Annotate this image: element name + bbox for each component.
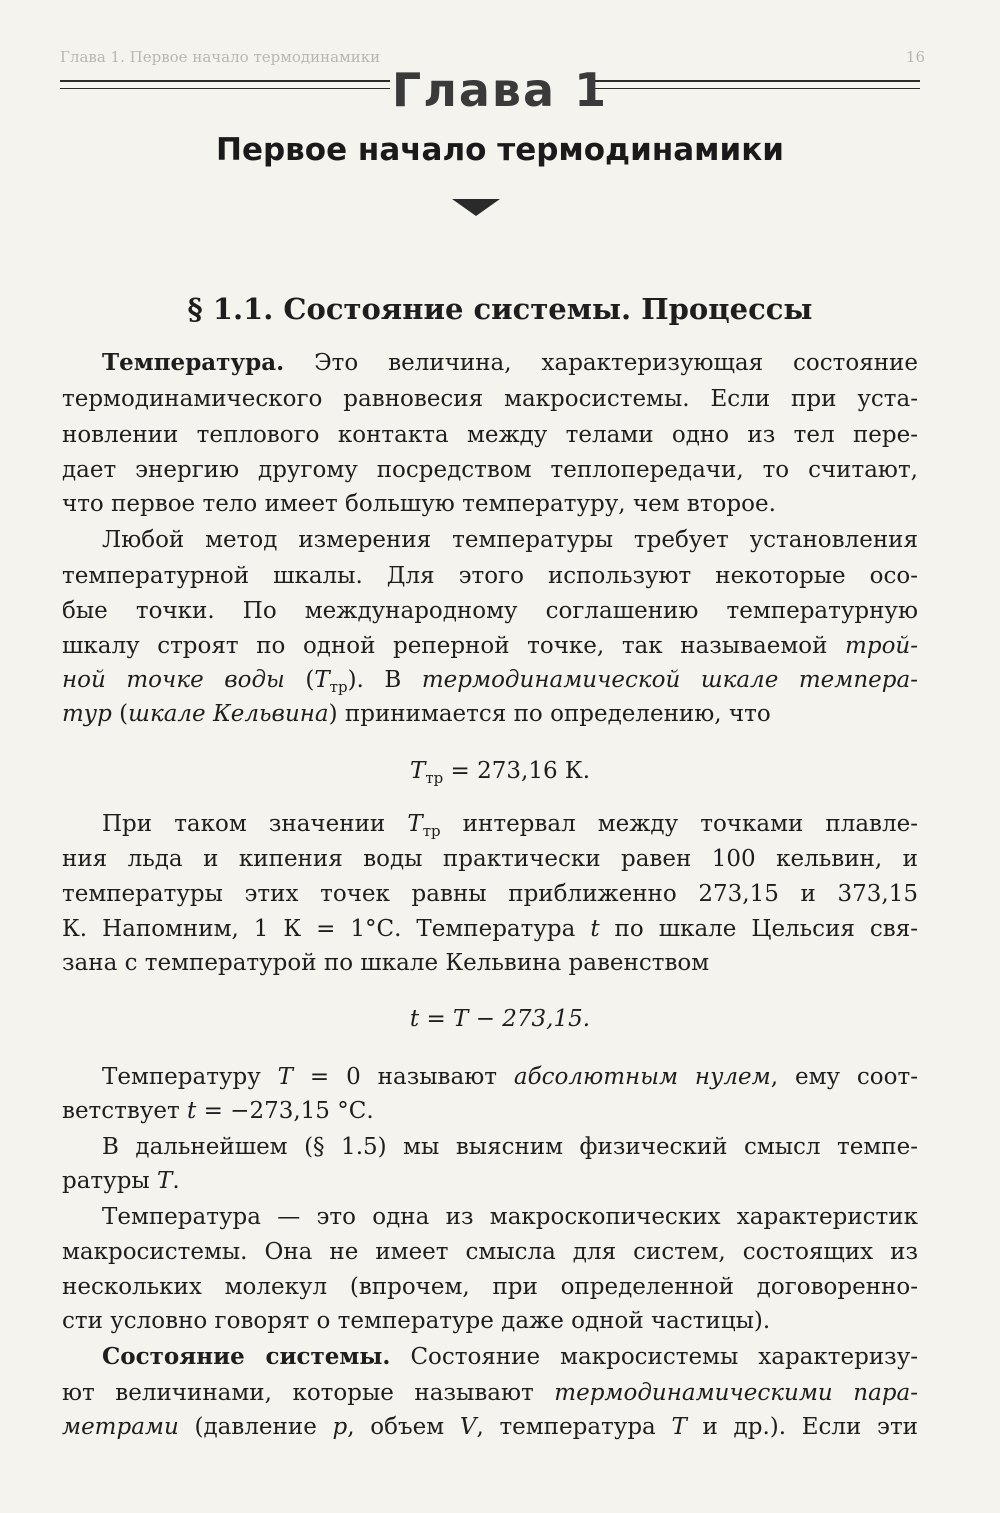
term-temperature: Температура. (102, 349, 285, 376)
text-span: Состояние макросистемы характеризу- (390, 1344, 919, 1370)
subscript: тр (422, 822, 441, 840)
text-line: термодинамического равновесия макросистемы. Если при уста- (62, 386, 918, 412)
text-span: , ему соот- (770, 1064, 918, 1090)
italic-term: термодинамической шкале темпера- (421, 667, 918, 693)
italic-term: ной точке воды (62, 667, 285, 693)
term-system-state: Состояние системы. (102, 1343, 391, 1370)
text-line (62, 629, 918, 663)
text-line (102, 807, 918, 841)
text-line: что первое тело имеет большую температуру, чем второе. (62, 491, 776, 517)
text-span: Температуру (102, 1064, 278, 1090)
text-line: В дальнейшем (§ 1.5) мы выясним физический смысл темпе- (102, 1134, 918, 1160)
text-span: и др.). Если эти (686, 1414, 918, 1440)
text-line (62, 1376, 918, 1410)
equation-triple-point (0, 754, 1000, 788)
text-span: ( (111, 701, 129, 727)
text-line: дает энергию другому посредством теплопередачи, то считают, (62, 457, 918, 483)
text-line: Температура — это одна из макроскопических характеристик (102, 1204, 918, 1230)
chapter-title: Первое начало термодинамики (216, 132, 784, 168)
text-line (62, 697, 918, 731)
text-span: ют величинами, которые называют (62, 1380, 555, 1406)
text-span: шкалу строят по одной реперной точке, так называемой (62, 633, 846, 659)
subscript: тр (329, 678, 348, 696)
subscript: тр (425, 769, 444, 787)
text-line (62, 912, 918, 946)
text-line: температурной шкалы. Для этого используют некоторые осо- (62, 563, 918, 589)
text-line: нескольких молекул (впрочем, при определенной договоренно- (62, 1274, 918, 1300)
text-span: ратуры (62, 1168, 158, 1194)
symbol-T: T (409, 758, 426, 784)
text-span: . (172, 1168, 180, 1194)
text-span: ) принимается по определению, что (328, 701, 771, 727)
text-span: по шкале Цельсия свя- (599, 916, 918, 942)
symbol-T: T (157, 1168, 173, 1194)
text-line: бые точки. По международному соглашению температурную (62, 598, 918, 624)
text-line (62, 1410, 918, 1444)
text-line (62, 1164, 918, 1198)
text-span: интервал между точками плавле- (440, 811, 918, 837)
text-span: = −273,15 °С. (196, 1098, 374, 1124)
text-line: новлении теплового контакта между телами одно из тел пере- (62, 422, 918, 448)
text-span: , температура (476, 1414, 672, 1440)
symbol-t: t (187, 1098, 197, 1124)
text-span: ветствует (62, 1098, 188, 1124)
text-line (102, 1340, 918, 1374)
symbol-t: t (590, 916, 600, 942)
symbol-T: T (407, 811, 423, 837)
chapter-arrow-icon (452, 199, 500, 216)
text-line (102, 1060, 918, 1094)
text-line: температуры этих точек равны приближенно 273,15 и 373,15 (62, 881, 918, 907)
section-title: § 1.1. Состояние системы. Процессы (187, 292, 813, 326)
equation-celsius: t = T − 273,15. (409, 1006, 591, 1032)
text-span: ). В (347, 667, 422, 693)
italic-term: метрами (62, 1414, 179, 1440)
text-line (62, 663, 918, 697)
text-line: ния льда и кипения воды практически равен 100 кельвин, и (62, 846, 918, 872)
symbol-V: V (459, 1414, 477, 1440)
page-number: 16 (905, 48, 925, 66)
text-span: = 273,16 К. (443, 758, 591, 784)
text-span: К. Напомним, 1 К = 1°С. Температура (62, 916, 591, 942)
running-title: Глава 1. Первое начало термодинамики (60, 48, 381, 66)
italic-term: шкале Кельвина (128, 701, 329, 727)
symbol-p: p (332, 1414, 348, 1440)
text-line (62, 1094, 918, 1128)
text-line: сти условно говорят о температуре даже одной частицы). (62, 1308, 771, 1334)
text-span: Это величина, характеризующая состояние (284, 350, 918, 376)
italic-term: тур (62, 701, 112, 727)
symbol-T: T (277, 1064, 293, 1090)
symbol-T: T (671, 1414, 687, 1440)
symbol-T: T (314, 667, 330, 693)
chapter-label: Глава 1 (391, 63, 609, 117)
text-line: макросистемы. Она не имеет смысла для систем, состоящих из (62, 1239, 918, 1265)
italic-term: термодинамическими пара- (554, 1380, 918, 1406)
text-line: Любой метод измерения температуры требует установления (102, 527, 918, 553)
italic-term: трой- (845, 633, 918, 659)
text-span: При таком значении (102, 811, 408, 837)
italic-term: абсолютным нулем (513, 1064, 771, 1090)
text-span: ( (284, 667, 315, 693)
text-line: зана с температурой по шкале Кельвина равенством (62, 950, 710, 976)
text-span: , объем (347, 1414, 460, 1440)
text-line (102, 346, 918, 380)
text-span: = 0 называют (293, 1064, 514, 1090)
text-span: (давление (178, 1414, 333, 1440)
